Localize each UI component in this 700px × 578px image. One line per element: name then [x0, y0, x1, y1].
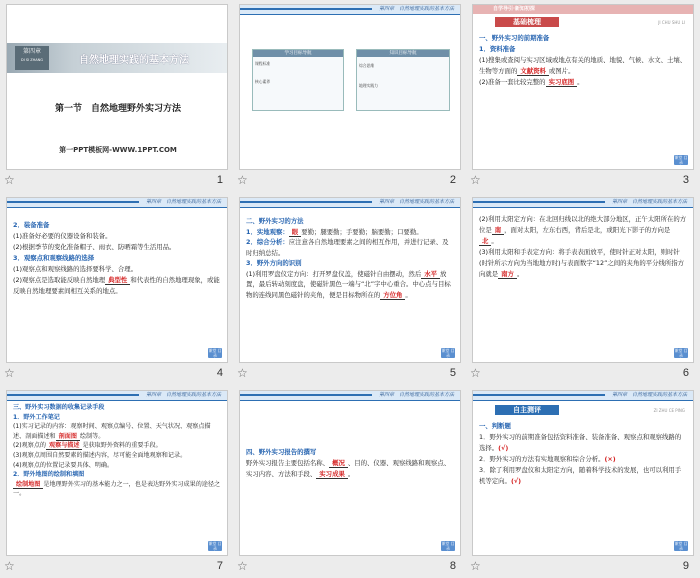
line: [246, 458, 454, 480]
section-en-label: ZI ZHU CE PING: [653, 408, 685, 413]
text: 和代表性的自然地理现象，或能反映自然地理要素间相互关系的地点。: [13, 276, 220, 295]
star-icon[interactable]: ☆: [470, 173, 481, 187]
slide-8-canvas: [239, 390, 461, 556]
text: 应注意各自然地理要素之间的相互作用，并进行记录、及时归纳总结。: [246, 238, 449, 257]
slide-6-canvas: [472, 197, 694, 363]
text: 或图片。: [548, 67, 575, 75]
knowledge-goals-table: [356, 49, 450, 111]
text: 是地理野外实习的基本能力之一，也是表达野外实习成果的途径之一。: [13, 480, 221, 498]
answer-blank: 典型性: [105, 276, 130, 285]
right-row-1: 综合思维: [359, 63, 375, 68]
slide-4-canvas: [6, 197, 228, 363]
slide-thumb-3[interactable]: [466, 0, 699, 192]
slide-7-canvas: [6, 390, 228, 556]
text: 。: [491, 237, 498, 245]
text: 。: [577, 78, 584, 86]
left-row-2: 核心素养: [255, 79, 271, 84]
slide-number: 9: [682, 560, 689, 572]
star-icon[interactable]: ☆: [470, 366, 481, 380]
chapter-title: 自然地理实践的基本方法: [79, 55, 189, 66]
answer-blank: 实习底图: [546, 78, 578, 87]
brand-text: 第一PPT模板网-WWW.1PPT.COM: [59, 146, 177, 154]
slide-number: 2: [449, 174, 456, 186]
slide-2-canvas: [239, 4, 461, 170]
header-tag: 自学导引·新知初探: [493, 6, 535, 12]
question: [479, 454, 687, 465]
answer-blank: 观察与描述: [46, 442, 82, 450]
text: 放置，最后转动刻度盘，使磁针黑色一端与“北”字中心重合。中心点与目标物的连线同黑色磁针的夹角，便是目标物所在的: [246, 269, 451, 299]
slide-header: [7, 198, 227, 208]
header-text: 第四章 自然地理实践的基本方法: [378, 199, 454, 205]
answer-mark: (√): [510, 477, 522, 485]
back-button[interactable]: 课堂 目录: [441, 541, 455, 551]
para-2: [479, 77, 687, 88]
text: 1．野外实习的前期准备包括资料准备、装备准备、观察点和观察线路的选择。: [479, 433, 682, 452]
slide-number: 4: [216, 367, 223, 379]
text: 、目的、仪器、观察线路和观察点、实习内容、方法和手段、: [246, 459, 451, 478]
chapter-label: 第四章: [22, 48, 41, 55]
right-table-title: 知识目标导航: [357, 50, 449, 57]
heading: 3．观察点和观察线路的选择: [13, 254, 95, 262]
heading: 四、野外实习报告的撰写: [246, 448, 317, 456]
slide-thumb-4[interactable]: [0, 193, 233, 385]
heading: 2．装备准备: [13, 221, 50, 229]
answer-mark: (√): [498, 444, 509, 452]
answer-blank: 文献资料: [517, 67, 549, 76]
text: ，面对太阳，左东右西，背后是北，或阳光下影子的方向是: [504, 226, 671, 234]
heading: 一、判断题: [479, 422, 511, 430]
slide-number: 5: [449, 367, 456, 379]
heading-1: 一、野外实习的前期准备: [479, 34, 550, 42]
slide-header: [240, 198, 460, 208]
slide-thumb-8[interactable]: [233, 386, 466, 578]
text: 野外实习报告主要包括名称、: [246, 459, 330, 467]
answer-blank: 北: [479, 237, 491, 246]
slide-thumb-1[interactable]: [0, 0, 233, 192]
header-text: 第四章 自然地理实践的基本方法: [378, 392, 454, 398]
star-icon[interactable]: ☆: [237, 559, 248, 573]
text: 。: [516, 270, 524, 278]
line: [246, 237, 454, 258]
slide-body: [246, 447, 454, 480]
text: (2)观察点是选取能反映自然地理: [13, 276, 106, 284]
line: [246, 227, 454, 238]
star-icon[interactable]: ☆: [4, 366, 15, 380]
line: [13, 275, 221, 297]
text: 1．实地观察：: [246, 227, 289, 236]
back-button[interactable]: 课堂 目录: [674, 348, 688, 358]
slide-thumb-7[interactable]: [0, 386, 233, 578]
slide-header: [473, 198, 693, 208]
slide-thumb-9[interactable]: [466, 386, 699, 578]
section-en-label: JI CHU SHU LI: [658, 20, 685, 25]
back-button[interactable]: 课堂 目录: [208, 541, 222, 551]
text: (3)利用太阳和手表定方向：将手表表面放平，使时针正对太阳，则时针(时针所示方向为当地地方时)与表面数字“12”之间的夹角的平分线所指方向就是: [479, 248, 685, 278]
line: [246, 269, 454, 301]
slide-number: 3: [682, 174, 689, 186]
slide-thumb-6[interactable]: [466, 193, 699, 385]
answer-mark: (×): [604, 455, 616, 463]
learning-goals-table: [252, 49, 344, 111]
left-row-1: 课程标准: [255, 61, 271, 66]
slide-3-canvas: [472, 4, 694, 170]
slide-header: [240, 391, 460, 401]
text: 2．综合分析：: [246, 238, 289, 246]
answer-blank: 实习成果: [316, 470, 348, 479]
slide-header: [473, 5, 693, 14]
heading: 2．野外地图的绘制和填图: [13, 471, 85, 479]
line: [479, 214, 687, 247]
slide-header: [7, 391, 227, 401]
slide-number: 1: [216, 174, 223, 186]
section-subtitle: 第一节 自然地理野外实习方法: [54, 104, 181, 114]
back-button[interactable]: 课堂 目录: [674, 541, 688, 551]
line: [13, 441, 221, 451]
text: 2．野外实习的方法有实地观察和综合分析。: [479, 455, 605, 463]
slide-5-canvas: [239, 197, 461, 363]
text: 3．除了利用罗盘仪和太阳定方向，随着科学技术的发展，也可以利用手机等定向。: [479, 466, 682, 485]
star-icon[interactable]: ☆: [470, 559, 481, 573]
right-row-2: 地理实践力: [359, 83, 378, 88]
line: [479, 247, 687, 280]
text: (2)观察点的: [13, 442, 47, 450]
star-icon[interactable]: ☆: [237, 173, 248, 187]
answer-blank: 剖面图: [56, 433, 80, 441]
line: (3)观察点周围自然要素的描述内容，尽可能全面地观察和记录。: [13, 451, 187, 459]
slide-body: [246, 216, 454, 300]
text: 。: [347, 470, 355, 478]
star-icon[interactable]: ☆: [237, 366, 248, 380]
chapter-badge: [15, 46, 49, 70]
heading: 1．野外工作笔记: [13, 413, 60, 421]
slide-body: [479, 33, 687, 88]
answer-blank: 绘制地图: [13, 481, 43, 489]
line: [13, 480, 221, 499]
answer-blank: 概况: [329, 459, 348, 468]
star-icon[interactable]: ☆: [4, 173, 15, 187]
slide-number: 6: [682, 367, 689, 379]
back-button[interactable]: 课堂 目录: [441, 348, 455, 358]
slide-body: [13, 403, 221, 499]
answer-blank: 眼: [289, 228, 301, 237]
slide-thumb-5[interactable]: [233, 193, 466, 385]
question: [479, 432, 687, 454]
text: (1)搜集或查阅与实习区域或地点有关的地质、地貌、气候、水文、土壤、生物等方面的: [479, 56, 687, 75]
back-button[interactable]: 课堂 目录: [674, 155, 688, 165]
heading-2: 1．资料准备: [479, 45, 516, 53]
text: (1)实习记录的内容：观察时间、观察点编号、位置、天气状况、观察点描述、剖面描述和: [13, 423, 211, 440]
text: (2)利用太阳定方向：在北回归线以北的绝大部分地区，正午太阳所在的方位是: [479, 215, 687, 234]
answer-blank: 南方: [498, 270, 517, 279]
section-label: 基础梳理: [495, 17, 559, 27]
heading: 二、野外实习的方法: [246, 217, 304, 225]
para-1: [479, 55, 687, 77]
chapter-en-label: DI SI ZHANG: [21, 58, 43, 62]
text: 要勤；腿要勤；手要勤；脑要勤；口要勤。: [301, 227, 423, 236]
text: (2)准备一套比较完整的: [479, 78, 546, 86]
answer-blank: 水平: [421, 270, 440, 279]
slide-body: [479, 214, 687, 280]
back-button[interactable]: 课堂 目录: [208, 348, 222, 358]
line: [13, 422, 221, 441]
heading: 3．野外方向的识别: [246, 259, 302, 267]
header-text: 第四章 自然地理实践的基本方法: [378, 6, 454, 12]
header-text: 第四章 自然地理实践的基本方法: [611, 392, 687, 398]
slide-body: [13, 220, 221, 297]
text: (1)利用罗盘仪定方向：打开罗盘仪盖，使磁针自由摆动，然后: [246, 269, 422, 278]
slide-number: 8: [449, 560, 456, 572]
answer-blank: 南: [492, 226, 504, 235]
star-icon[interactable]: ☆: [4, 559, 15, 573]
slide-number: 7: [216, 560, 223, 572]
header-text: 第四章 自然地理实践的基本方法: [611, 199, 687, 205]
slide-1-canvas: [6, 4, 228, 170]
slide-header: [473, 391, 693, 401]
text: 是获取野外资料的重要手段。: [82, 442, 162, 450]
line: (1)观察点和观察线路的选择要科学、合理。: [13, 265, 138, 273]
question: [479, 465, 687, 487]
slide-header: [240, 5, 460, 15]
slide-9-canvas: [472, 390, 694, 556]
line: (1)准备好必要的仪器设备和装备。: [13, 232, 112, 240]
answer-blank: 方位角: [380, 291, 405, 300]
text: 。: [405, 290, 412, 299]
line: (2)根据季节的变化准备帽子、雨衣、防晒霜等生活用品。: [13, 243, 176, 251]
slide-thumb-2[interactable]: [233, 0, 466, 192]
header-text: 第四章 自然地理实践的基本方法: [145, 392, 221, 398]
left-table-title: 学习目标导航: [253, 50, 343, 57]
text: 绘制等。: [79, 432, 105, 440]
header-text: 第四章 自然地理实践的基本方法: [145, 199, 221, 205]
line: (4)观察点的位置记录要具体、明确。: [13, 461, 114, 469]
slide-body: [479, 421, 687, 487]
heading: 三、野外实习数据的收集记录手段: [13, 404, 105, 411]
section-label: 自主测评: [495, 405, 559, 415]
